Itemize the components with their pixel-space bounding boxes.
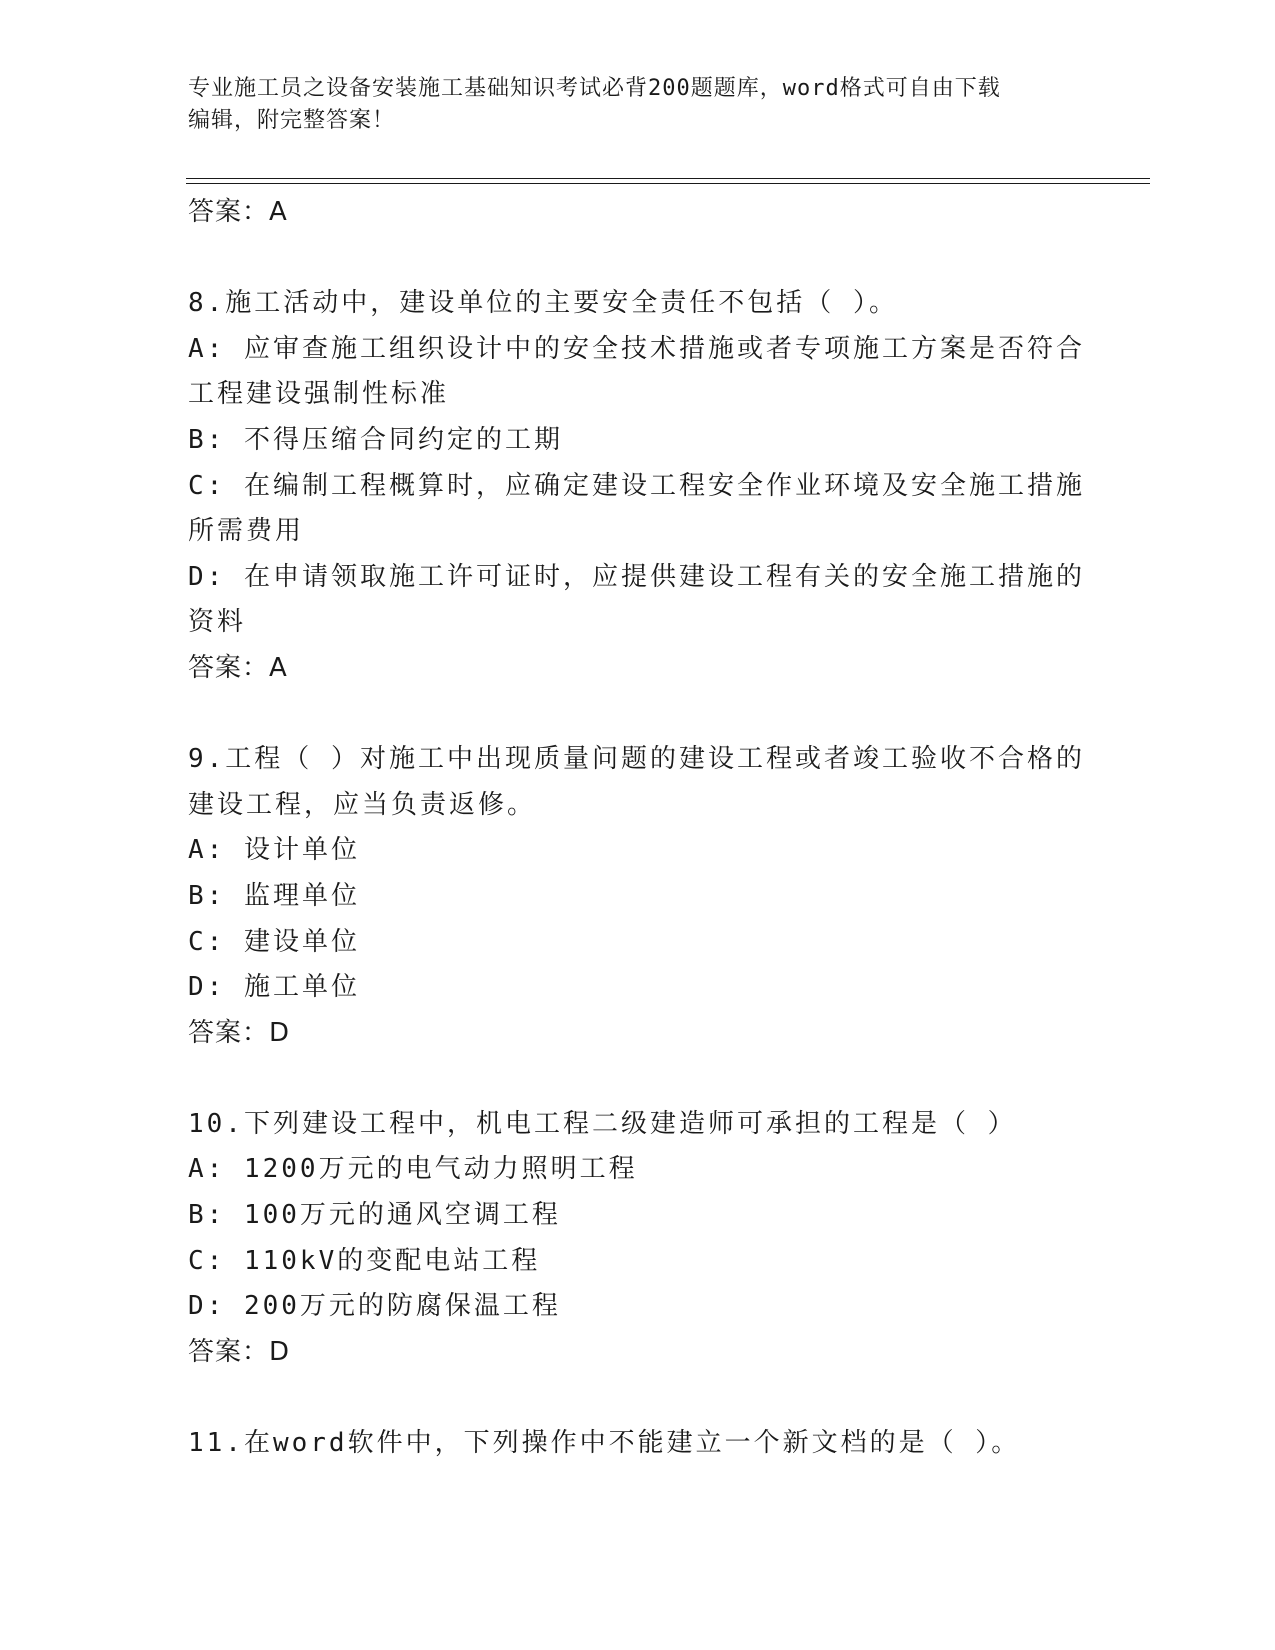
spacer — [188, 1056, 1088, 1102]
option-d-continued: 资料 — [188, 607, 247, 638]
answer: 答案：A — [188, 652, 288, 683]
spacer — [188, 236, 1088, 282]
option-d: D: 施工单位 — [188, 972, 360, 1003]
option-a: A: 应审查施工组织设计中的安全技术措施或者专项施工方案是否符合 — [188, 333, 1085, 364]
question-stem: 10.下列建设工程中，机电工程二级建造师可承担的工程是（ ） — [188, 1108, 1017, 1139]
answer: 答案：D — [188, 1017, 291, 1048]
previous-answer: 答案：A — [188, 197, 288, 227]
question-stem: 11.在word软件中，下列操作中不能建立一个新文档的是（ ）。 — [188, 1428, 1021, 1459]
question-10 — [188, 1102, 1088, 1376]
option-b: B: 100万元的通风空调工程 — [188, 1200, 561, 1231]
option-c: C: 建设单位 — [188, 926, 360, 957]
option-c: C: 110kV的变配电站工程 — [188, 1245, 541, 1276]
option-d: D: 200万元的防腐保温工程 — [188, 1291, 561, 1322]
question-11 — [188, 1421, 1088, 1467]
option-c: C: 在编制工程概算时，应确定建设工程安全作业环境及安全施工措施 — [188, 470, 1085, 501]
option-d: D: 在申请领取施工许可证时，应提供建设工程有关的安全施工措施的 — [188, 561, 1085, 592]
option-a-continued: 工程建设强制性标准 — [188, 379, 450, 410]
spacer — [188, 692, 1088, 738]
question-8 — [188, 281, 1088, 691]
document-header — [188, 73, 1068, 137]
option-b: B: 不得压缩合同约定的工期 — [188, 424, 563, 455]
option-a: A: 设计单位 — [188, 835, 360, 866]
question-stem-continued: 建设工程，应当负责返修。 — [188, 789, 537, 820]
question-stem: 9.工程（ ）对施工中出现质量问题的建设工程或者竣工验收不合格的 — [188, 744, 1085, 775]
question-list — [188, 190, 1088, 1467]
option-b: B: 监理单位 — [188, 880, 360, 911]
question-9 — [188, 737, 1088, 1056]
question-stem: 8.施工活动中，建设单位的主要安全责任不包括（ ）。 — [188, 288, 898, 319]
header-line-2: 编辑，附完整答案！ — [188, 108, 396, 133]
option-c-continued: 所需费用 — [188, 516, 305, 547]
answer: 答案：D — [188, 1336, 291, 1367]
spacer — [188, 1375, 1088, 1421]
option-a: A: 1200万元的电气动力照明工程 — [188, 1154, 638, 1185]
header-line-1: 专业施工员之设备安装施工基础知识考试必背200题题库，word格式可自由下载 — [188, 76, 1001, 101]
header-divider — [186, 178, 1150, 184]
